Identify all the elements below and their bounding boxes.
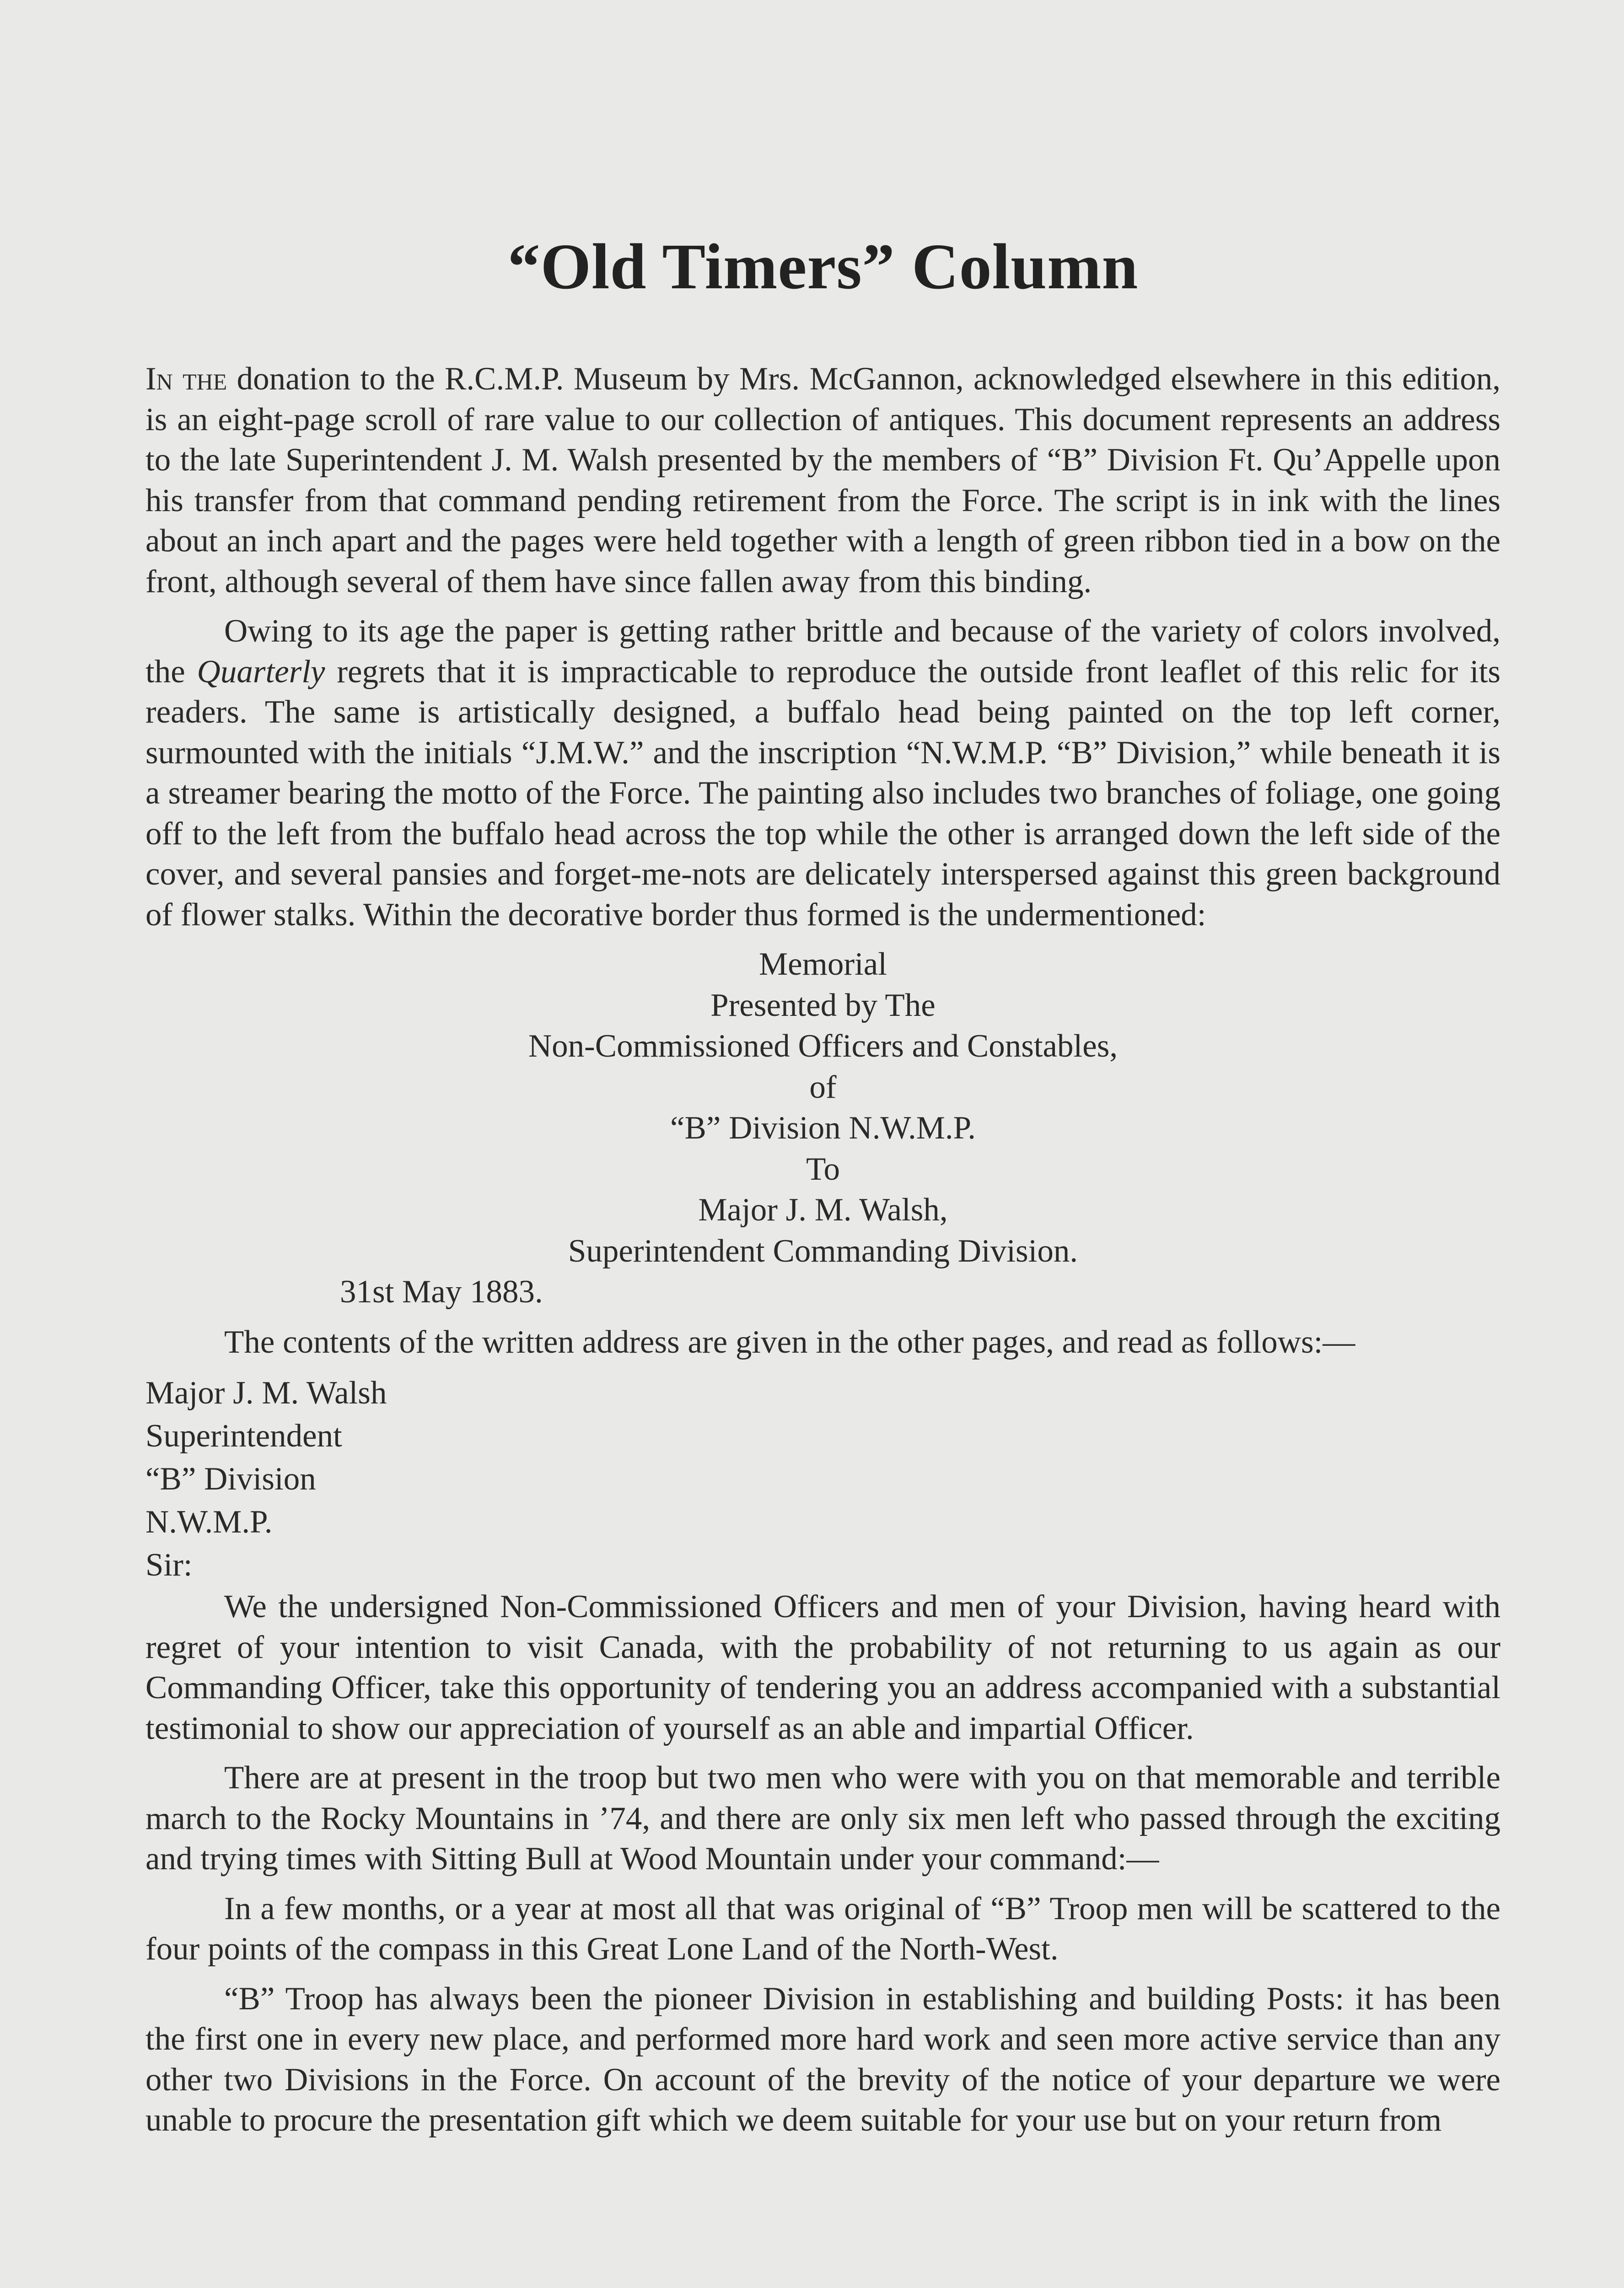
paragraph-4: We the undersigned Non-Commissioned Officers and men of your Division, having heard with regret of your intention to visit Canada, with the probability of not returning to us again as our Commanding Officer, take this opportunity of tendering you an address accompanied with a substantial testimonial to show our appreciation of yourself as an able and impartial Officer. xyxy=(145,1589,1500,1746)
memorial-date: 31st May 1883. xyxy=(340,1274,543,1310)
drop-lead: In the xyxy=(145,361,227,397)
paragraph-5: There are at present in the troop but two men who were with you on that memorable and terrible march to the Rocky Mountains in ’74, and there are only six men left who passed through the exciting and trying times with Sitting Bull at Wood Mountain under your command:— xyxy=(145,1760,1500,1877)
address-line: Major J. M. Walsh xyxy=(145,1375,387,1411)
article-title: “Old Timers” Column xyxy=(507,230,1139,302)
paragraph-2-text-b: regrets that it is impracticable to reproduce the outside front leaflet of this relic for its readers. The same is artistically designed, a buffalo head being painted on the top left corner, surmounted with the initials “J.M.W.” and the inscription “N.W.M.P. “B” Division,” while beneath it is a streamer bearing the motto of the Force. The painting also includes two branches of foliage, one going off to the left from the buffalo head across the top while the other is arranged down the left side of the cover, and several pansies and forget-me-nots are delicately interspersed against this green background of flower stalks. Within the decorative border thus formed is the undermentioned: xyxy=(145,653,1501,933)
address-line: N.W.M.P. xyxy=(145,1504,273,1540)
address-line: Superintendent xyxy=(145,1418,342,1454)
address-line: “B” Division xyxy=(145,1461,316,1497)
memorial-line: Non-Commissioned Officers and Constables, xyxy=(528,1028,1118,1064)
article-column xyxy=(145,229,1500,2150)
memorial-line: Presented by The xyxy=(710,987,936,1023)
memorial-line: “B” Division N.W.M.P. xyxy=(670,1110,976,1146)
memorial-line: Superintendent Commanding Division. xyxy=(568,1233,1078,1269)
paragraph-1 xyxy=(145,359,1500,602)
address-salutation: Sir: xyxy=(145,1547,193,1583)
paragraph-6: In a few months, or a year at most all that was original of “B” Troop men will be scattered to the four points of the compass in this Great Lone Land of the North-West. xyxy=(145,1890,1500,1967)
memorial-line: Memorial xyxy=(759,946,887,982)
paragraph-2 xyxy=(145,611,1500,935)
paragraph-7: “B” Troop has always been the pioneer Division in establishing and building Posts: it has been the first one in every new place, and performed more hard work and seen more active service than any other two Divisions in the Force. On account of the brevity of the notice of your departure we were unable to procure the presentation gift which we deem suitable for your use but on your return from xyxy=(145,1980,1500,2138)
memorial-line: To xyxy=(806,1151,840,1187)
memorial-line: Major J. M. Walsh, xyxy=(698,1192,948,1228)
paragraph-2-text-a: Owing to its age the paper is getting rather brittle and because of the variety of colors involved, the xyxy=(145,613,1500,690)
paragraph-3: The contents of the written address are given in the other pages, and read as follows:— xyxy=(224,1324,1355,1360)
quarterly-italic: Quarterly xyxy=(197,653,325,690)
memorial-inscription xyxy=(145,944,1500,1272)
memorial-line: of xyxy=(809,1069,837,1105)
paragraph-1-text: donation to the R.C.M.P. Museum by Mrs. McGannon, acknowledged elsewhere in this edition, is an eight-page scroll of rare value to our collection of antiques. This document represents an address to the late Superintendent J. M. Walsh presented by the members of “B” Division Ft. Qu’Appelle upon his transfer from that command pending retirement from the Force. The script is in ink with the lines about an inch apart and the pages were held together with a length of green ribbon tied in a bow on the front, although several of them have since fallen away from this binding. xyxy=(145,361,1500,599)
address-block xyxy=(145,1371,1500,1586)
